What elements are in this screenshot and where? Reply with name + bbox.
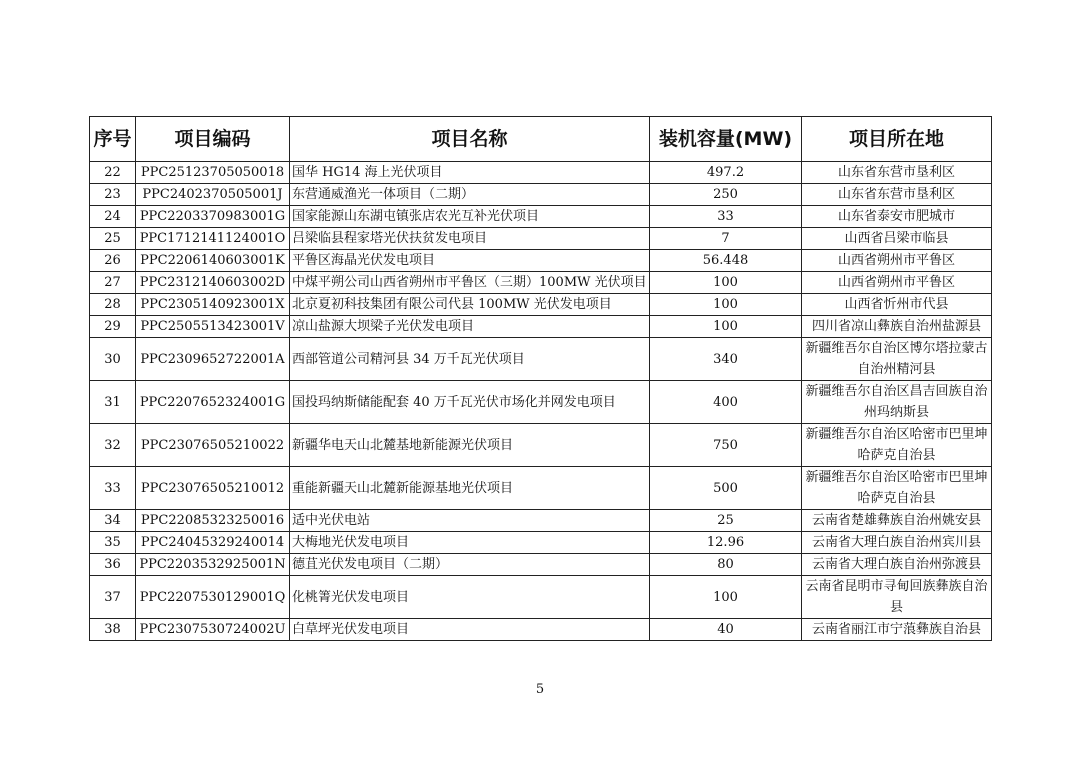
row-code: PPC2312140603002D (136, 272, 290, 294)
row-capacity: 40 (650, 619, 802, 641)
table-row (90, 316, 992, 338)
table-row (90, 532, 992, 554)
table-row (90, 272, 992, 294)
row-location: 山西省朔州市平鲁区 (802, 250, 992, 272)
row-capacity: 80 (650, 554, 802, 576)
row-code: PPC23076505210022 (136, 424, 290, 467)
row-location: 四川省凉山彝族自治州盐源县 (802, 316, 992, 338)
row-capacity: 56.448 (650, 250, 802, 272)
row-location: 云南省丽江市宁蒗彝族自治县 (802, 619, 992, 641)
header-code: 项目编码 (136, 117, 290, 162)
table-row (90, 619, 992, 641)
table-row (90, 228, 992, 250)
row-location: 山西省朔州市平鲁区 (802, 272, 992, 294)
row-name: 重能新疆天山北麓新能源基地光伏项目 (290, 467, 650, 510)
row-name: 凉山盐源大坝梁子光伏发电项目 (290, 316, 650, 338)
row-name: 国投玛纳斯储能配套 40 万千瓦光伏市场化并网发电项目 (290, 381, 650, 424)
row-location: 山东省泰安市肥城市 (802, 206, 992, 228)
row-location: 云南省楚雄彝族自治州姚安县 (802, 510, 992, 532)
row-name: 适中光伏电站 (290, 510, 650, 532)
row-code: PPC24045329240014 (136, 532, 290, 554)
row-name: 德苴光伏发电项目（二期） (290, 554, 650, 576)
header-capacity: 装机容量(MW) (650, 117, 802, 162)
row-name: 新疆华电天山北麓基地新能源光伏项目 (290, 424, 650, 467)
row-no: 22 (90, 162, 136, 184)
table-row (90, 184, 992, 206)
row-no: 24 (90, 206, 136, 228)
row-no: 32 (90, 424, 136, 467)
row-name: 吕梁临县程家塔光伏扶贫发电项目 (290, 228, 650, 250)
row-name: 白草坪光伏发电项目 (290, 619, 650, 641)
row-no: 33 (90, 467, 136, 510)
row-no: 27 (90, 272, 136, 294)
page-number: 5 (535, 682, 545, 697)
row-code: PPC2307530724002U (136, 619, 290, 641)
row-code: PPC2203532925001N (136, 554, 290, 576)
table-row (90, 510, 992, 532)
row-no: 28 (90, 294, 136, 316)
row-code: PPC1712141124001O (136, 228, 290, 250)
table-row (90, 338, 992, 381)
row-location: 山东省东营市垦利区 (802, 184, 992, 206)
row-name: 北京夏初科技集团有限公司代县 100MW 光伏发电项目 (290, 294, 650, 316)
project-table (89, 116, 992, 641)
row-name: 大梅地光伏发电项目 (290, 532, 650, 554)
row-no: 31 (90, 381, 136, 424)
row-location: 云南省大理白族自治州宾川县 (802, 532, 992, 554)
row-location: 山西省吕梁市临县 (802, 228, 992, 250)
row-code: PPC2206140603001K (136, 250, 290, 272)
header-name: 项目名称 (290, 117, 650, 162)
row-capacity: 100 (650, 576, 802, 619)
row-code: PPC2207652324001G (136, 381, 290, 424)
row-code: PPC25123705050018 (136, 162, 290, 184)
header-no: 序号 (90, 117, 136, 162)
row-name: 化桃箐光伏发电项目 (290, 576, 650, 619)
row-location: 山西省忻州市代县 (802, 294, 992, 316)
row-name: 东营通威渔光一体项目（二期） (290, 184, 650, 206)
row-name: 中煤平朔公司山西省朔州市平鲁区（三期）100MW 光伏项目 (290, 272, 650, 294)
table-row (90, 424, 992, 467)
header-location: 项目所在地 (802, 117, 992, 162)
row-location: 新疆维吾尔自治区昌吉回族自治州玛纳斯县 (802, 381, 992, 424)
row-name: 西部管道公司精河县 34 万千瓦光伏项目 (290, 338, 650, 381)
row-capacity: 33 (650, 206, 802, 228)
row-capacity: 400 (650, 381, 802, 424)
row-location: 云南省昆明市寻甸回族彝族自治县 (802, 576, 992, 619)
row-code: PPC2309652722001A (136, 338, 290, 381)
row-capacity: 100 (650, 316, 802, 338)
row-no: 30 (90, 338, 136, 381)
table-row (90, 206, 992, 228)
row-capacity: 100 (650, 294, 802, 316)
row-name: 国家能源山东湖屯镇张店农光互补光伏项目 (290, 206, 650, 228)
row-name: 平鲁区海晶光伏发电项目 (290, 250, 650, 272)
row-no: 29 (90, 316, 136, 338)
table-header-row (90, 117, 992, 162)
row-capacity: 340 (650, 338, 802, 381)
row-code: PPC2402370505001J (136, 184, 290, 206)
row-code: PPC2203370983001G (136, 206, 290, 228)
table-body (90, 162, 992, 641)
row-capacity: 497.2 (650, 162, 802, 184)
row-code: PPC23076505210012 (136, 467, 290, 510)
row-location: 新疆维吾尔自治区哈密市巴里坤哈萨克自治县 (802, 424, 992, 467)
table-row (90, 576, 992, 619)
row-code: PPC2207530129001Q (136, 576, 290, 619)
row-no: 37 (90, 576, 136, 619)
row-location: 新疆维吾尔自治区博尔塔拉蒙古自治州精河县 (802, 338, 992, 381)
row-code: PPC22085323250016 (136, 510, 290, 532)
row-capacity: 25 (650, 510, 802, 532)
table-row (90, 381, 992, 424)
row-location: 山东省东营市垦利区 (802, 162, 992, 184)
row-capacity: 100 (650, 272, 802, 294)
row-no: 35 (90, 532, 136, 554)
row-no: 36 (90, 554, 136, 576)
row-capacity: 12.96 (650, 532, 802, 554)
row-no: 34 (90, 510, 136, 532)
table-row (90, 554, 992, 576)
table-row (90, 162, 992, 184)
row-capacity: 750 (650, 424, 802, 467)
table-row (90, 294, 992, 316)
row-code: PPC2305140923001X (136, 294, 290, 316)
row-no: 23 (90, 184, 136, 206)
table-row (90, 250, 992, 272)
row-no: 26 (90, 250, 136, 272)
row-capacity: 500 (650, 467, 802, 510)
row-capacity: 250 (650, 184, 802, 206)
row-location: 新疆维吾尔自治区哈密市巴里坤哈萨克自治县 (802, 467, 992, 510)
row-name: 国华 HG14 海上光伏项目 (290, 162, 650, 184)
row-no: 38 (90, 619, 136, 641)
table-row (90, 467, 992, 510)
row-no: 25 (90, 228, 136, 250)
row-capacity: 7 (650, 228, 802, 250)
row-location: 云南省大理白族自治州弥渡县 (802, 554, 992, 576)
row-code: PPC2505513423001V (136, 316, 290, 338)
